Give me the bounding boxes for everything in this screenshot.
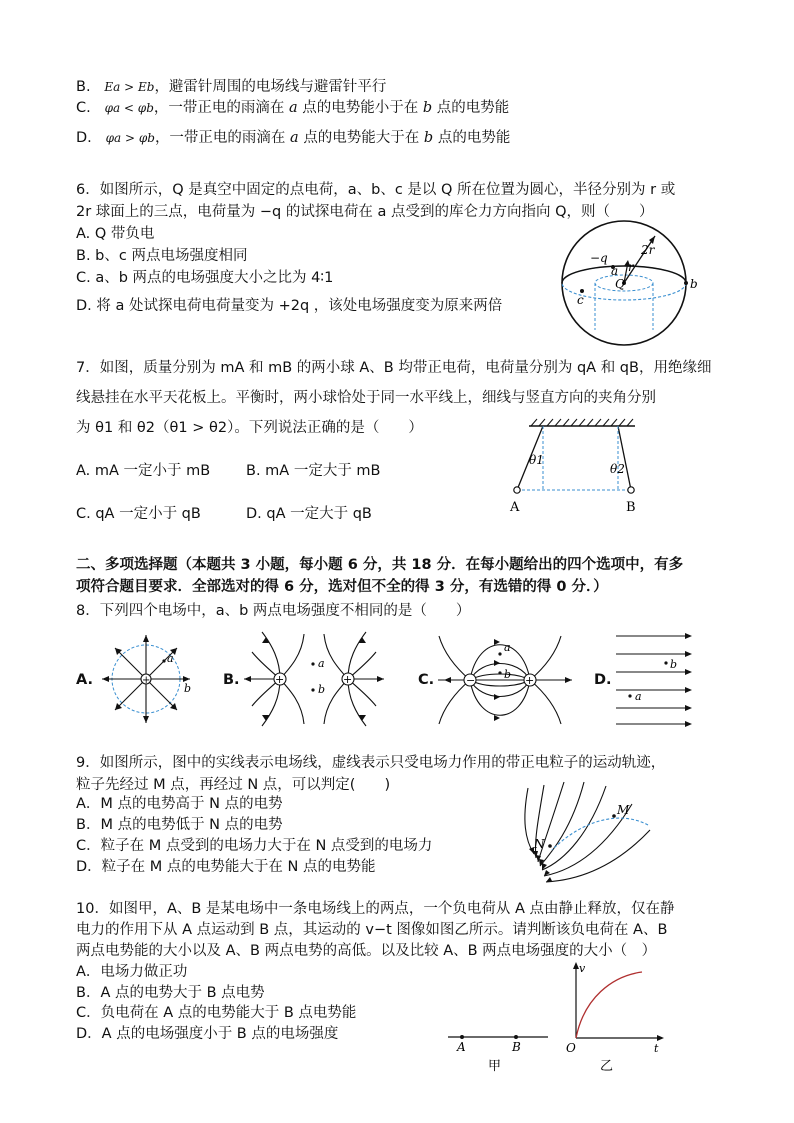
point-a [311, 662, 314, 665]
ball-b [628, 487, 634, 493]
q8-field-a [96, 632, 206, 727]
label-theta1: θ1 [529, 453, 544, 467]
label-2r: 2r [641, 243, 655, 257]
q10-option-b: B．A 点的电势大于 B 点电势 [76, 985, 265, 1001]
label-ball-a: A [510, 500, 520, 515]
q9-option-a: A．M 点的电势高于 N 点的电势 [76, 796, 283, 812]
label-c: c [577, 293, 584, 307]
q6-option-c: C. a、b 两点的电场强度大小之比为 4∶1 [76, 270, 334, 286]
q8-option-a-label: A. [76, 672, 93, 688]
q7-stem-3: 为 θ1 和 θ2（θ1 > θ2）。下列说法正确的是（ ） [76, 420, 423, 436]
point-m [612, 814, 616, 818]
q8-field-b [242, 630, 387, 730]
q10-figure-yi-vt-graph [562, 958, 668, 1074]
q8-field-d [614, 630, 694, 726]
q10-option-d: D．A 点的电场强度小于 B 点的电场强度 [76, 1026, 339, 1042]
v-t-curve [576, 972, 642, 1038]
q7-option-d: D. qA 一定大于 qB [246, 506, 372, 522]
label-yi: 乙 [600, 1059, 614, 1074]
q10-option-a: A．电场力做正功 [76, 964, 188, 980]
ceiling-hatch [531, 419, 633, 426]
label-b: b [670, 658, 678, 671]
label-m: M [617, 803, 630, 817]
label-n: N [534, 837, 545, 851]
q5-d-text-c: 点的电势能 [437, 130, 511, 146]
point-b [664, 661, 667, 664]
plus-left: + [275, 673, 285, 686]
point-a [498, 652, 501, 655]
label-b: b [184, 682, 192, 695]
q7-stem-1: 7．如图，质量分别为 mA 和 mB 的两小球 A、B 均带正电荷，电荷量分别为 qA 和 qB，用绝缘细 [76, 360, 712, 376]
q9-stem-1: 9．如图所示，图中的实线表示电场线，虚线表示只受电场力作用的带正电粒子的运动轨迹， [76, 755, 666, 771]
label-t: t [654, 1042, 659, 1055]
q5-c-expr: φa < φb [104, 101, 154, 115]
point-b [498, 671, 501, 674]
section2-line-2: 项符合题目要求．全部选对的得 6 分，选对但不全的得 3 分，有选错的得 0 分．） [76, 579, 608, 595]
q8-stem: 8．下列四个电场中，a、b 两点电场强度不相同的是（ ） [76, 603, 471, 619]
q5-b-text: ，避雷针周围的电场线与避雷针平行 [154, 79, 387, 95]
label-b: b [504, 668, 512, 681]
q5-d-expr: φa > φb [105, 131, 155, 145]
label-a: a [167, 652, 174, 665]
ball-a [514, 487, 520, 493]
q5-d-b: b [423, 130, 434, 146]
q6-option-b: B. b、c 两点电场强度相同 [76, 248, 248, 264]
t-axis-arrow [657, 1035, 664, 1041]
q6-stem-2: 2r 球面上的三点，电荷量为 −q 的试探电荷在 a 点受到的库仑力方向指向 Q，则（ ） [76, 204, 654, 220]
q8-field-c [436, 628, 576, 732]
q10-stem-1: 10．如图甲，A、B 是某电场中一条电场线上的两点，一个负电荷从 A 点由静止释放，仅在静 [76, 901, 675, 917]
q8-option-c-label: C. [418, 672, 435, 688]
repelling-field-lines [244, 632, 384, 726]
q5-c-text-a: ，一带正电的雨滴在 [153, 100, 285, 116]
q6-stem-1: 6．如图所示，Q 是真空中固定的点电荷，a、b、c 是以 Q 所在位置为圆心，半径分别为 r 或 [76, 182, 676, 198]
q10-option-c: C．负电荷在 A 点的电势能大于 B 点电势能 [76, 1005, 357, 1021]
q5-c-b: b [422, 100, 433, 116]
q10-stem-3: 两点电势能的大小以及 A、B 两点电势的高低。以及比较 A、B 两点电场强度的大小（ ） [76, 943, 657, 959]
label-r: r [628, 260, 634, 274]
q9-option-c: C．粒子在 M 点受到的电场力大于在 N 点受到的电场力 [76, 838, 433, 854]
q5-b-expr: Ea > Eb [104, 80, 155, 94]
uniform-field-lines [616, 636, 690, 724]
q7-option-b: B. mA 一定大于 mB [246, 463, 381, 479]
label-neg-q: −q [590, 251, 608, 265]
q5-c-text-c: 点的电势能 [436, 100, 510, 116]
label-q: Q [615, 277, 625, 291]
label-v: v [579, 962, 586, 975]
point-b [514, 1035, 518, 1039]
minus-sign: − [466, 674, 476, 687]
plus-sign: + [525, 674, 535, 687]
label-a: A [457, 1040, 466, 1054]
label-a: a [611, 264, 619, 278]
point-a [628, 694, 631, 697]
label-origin: O [566, 1041, 576, 1055]
point-n [548, 844, 552, 848]
point-a [460, 1035, 464, 1039]
q5-option-b [76, 77, 386, 97]
label-b: b [318, 683, 326, 696]
q9-field-trajectory-figure [520, 780, 655, 885]
q5-option-d [76, 128, 510, 148]
plus-right: + [343, 673, 353, 686]
label-ball-b: B [626, 500, 636, 515]
q5-c-a: a [289, 100, 298, 116]
point-b [311, 688, 314, 691]
q5-d-label: D. [76, 130, 92, 146]
q5-c-text-b: 点的电势能小于在 [302, 100, 419, 116]
string-b [618, 426, 631, 490]
label-jia: 甲 [488, 1059, 502, 1074]
q7-option-c: C. qA 一定小于 qB [76, 506, 201, 522]
q9-option-b: B．M 点的电势低于 N 点的电势 [76, 817, 283, 833]
q10-stem-2: 电力的作用下从 A 点运动到 B 点，其运动的 v−t 图像如图乙所示。请判断该负电荷在 A、B [76, 922, 668, 938]
q5-c-label: C. [76, 100, 91, 116]
label-a: a [318, 657, 325, 670]
plus-sign: + [142, 675, 151, 686]
label-a: a [504, 641, 511, 654]
q8-option-d-label: D. [594, 672, 612, 688]
q9-option-d: D．粒子在 M 点的电势能大于在 N 点的电势能 [76, 859, 376, 875]
q10-figure-jia [446, 1026, 556, 1076]
q7-stem-2: 线悬挂在水平天花板上。平衡时，两小球恰处于同一水平线上，细线与竖直方向的夹角分别 [76, 390, 656, 406]
label-b: B [512, 1040, 521, 1054]
q5-option-c [76, 98, 509, 118]
q7-option-a: A. mA 一定小于 mB [76, 463, 211, 479]
label-b: b [690, 277, 698, 291]
point-a [162, 659, 165, 662]
label-a: a [635, 690, 642, 703]
q5-b-label: B. [76, 79, 91, 95]
q6-option-d: D. 将 a 处试探电荷电荷量变为 +2q ，该处电场强度变为原来两倍 [76, 298, 503, 314]
section2-line-1: 二、多项选择题（本题共 3 小题，每小题 6 分，共 18 分．在每小题给出的四个选项中，有多 [76, 557, 684, 573]
q8-option-b-label: B. [223, 672, 240, 688]
label-theta2: θ2 [610, 462, 625, 476]
q5-d-text-a: ，一带正电的雨滴在 [154, 130, 286, 146]
q9-stem-2: 粒子先经过 M 点，再经过 N 点，可以判定( ) [76, 777, 391, 793]
q6-option-a: A. Q 带负电 [76, 226, 155, 242]
q6-sphere-figure [560, 218, 700, 348]
point-b [684, 281, 688, 285]
q7-pendulum-figure [505, 418, 655, 518]
q5-d-a: a [290, 130, 299, 146]
d-arrow-heads [685, 633, 692, 727]
q5-d-text-b: 点的电势能大于在 [303, 130, 420, 146]
